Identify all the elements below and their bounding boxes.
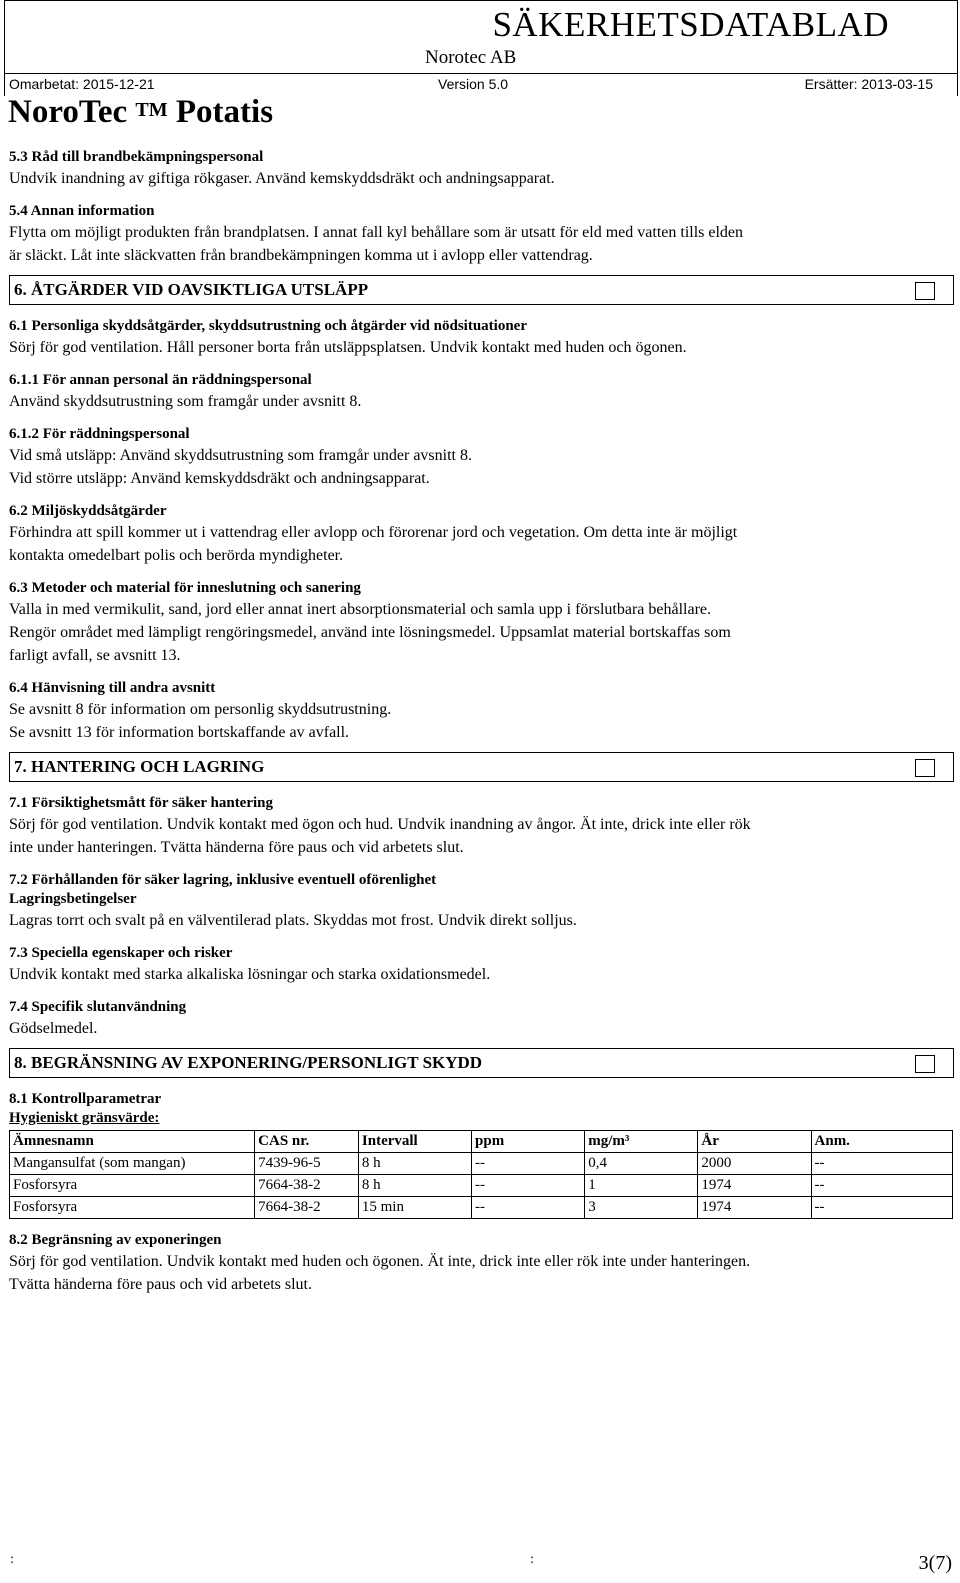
heading-6-2: 6.2 Miljöskyddsåtgärder — [9, 503, 167, 519]
text-6-1-1: Använd skyddsutrustning som framgår under avsnitt 8. — [9, 393, 362, 410]
heading-8-2: 8.2 Begränsning av exponeringen — [9, 1232, 222, 1248]
table-cell: 0,4 — [585, 1153, 698, 1175]
heading-7-4: 7.4 Specifik slutanvändning — [9, 999, 187, 1015]
text-6-4-line1: Se avsnitt 8 för information om personlig skyddsutrustning. — [9, 701, 392, 718]
text-5-4-line1: Flytta om möjligt produkten från brandplatsen. I annat fall kyl behållare som är utsatt för eld med vatten tills elden — [9, 224, 744, 241]
table-cell: -- — [472, 1197, 585, 1219]
table-cell: -- — [811, 1153, 952, 1175]
table-header-cell: År — [698, 1131, 811, 1153]
text-7-1-line2: inte under hanteringen. Tvätta händerna före paus och vid arbetets slut. — [9, 839, 464, 856]
text-7-3: Undvik kontakt med starka alkaliska lösningar och starka oxidationsmedel. — [9, 966, 491, 983]
text-5-3: Undvik inandning av giftiga rökgaser. Använd kemskyddsdräkt och andningsapparat. — [9, 170, 555, 187]
trademark-mark: TM — [135, 99, 168, 121]
text-6-1-2-line2: Vid större utsläpp: Använd kemskyddsdräkt och andningsapparat. — [9, 470, 430, 487]
table-cell: 8 h — [358, 1175, 471, 1197]
table-header-cell: mg/m³ — [585, 1131, 698, 1153]
text-6-3-line3: farligt avfall, se avsnitt 13. — [9, 647, 181, 664]
table-cell: 2000 — [698, 1153, 811, 1175]
subheading-8-1: Hygieniskt gränsvärde: — [9, 1110, 160, 1126]
checkbox-icon — [915, 1055, 935, 1073]
revised-date: Omarbetat: 2015-12-21 — [9, 76, 155, 92]
table-cell: -- — [472, 1153, 585, 1175]
table-cell: Fosforsyra — [10, 1175, 255, 1197]
text-6-4-line2: Se avsnitt 13 för information bortskaffande av avfall. — [9, 724, 350, 741]
text-7-2: Lagras torrt och svalt på en välventilerad plats. Skyddas mot frost. Undvik direkt solljus. — [9, 912, 577, 929]
text-7-1-line1: Sörj för god ventilation. Undvik kontakt med ögon och hud. Undvik inandning av ångor. Ät inte, drick inte eller rök — [9, 816, 751, 833]
exposure-limits-table — [9, 1130, 953, 1219]
table-cell: Fosforsyra — [10, 1197, 255, 1219]
table-row — [10, 1175, 953, 1197]
table-row — [10, 1153, 953, 1175]
text-6-1-2-line1: Vid små utsläpp: Använd skyddsutrustning som framgår under avsnitt 8. — [9, 447, 472, 464]
text-6-2-line2: kontakta omedelbart polis och berörda myndigheter. — [9, 547, 344, 564]
heading-6-4: 6.4 Hänvisning till andra avsnitt — [9, 680, 216, 696]
heading-7-3: 7.3 Speciella egenskaper och risker — [9, 945, 233, 961]
table-cell: 7664-38-2 — [255, 1197, 359, 1219]
table-header-row — [10, 1131, 953, 1153]
table-header-cell: CAS nr. — [255, 1131, 359, 1153]
text-6-3-line2: Rengör området med lämpligt rengöringsmedel, använd inte lösningsmedel. Uppsamlat material bortskaffas som — [9, 624, 731, 641]
table-cell: -- — [811, 1197, 952, 1219]
footer-left: : — [10, 1552, 14, 1567]
content — [9, 148, 954, 1296]
product-name: NoroTec ™ Potatis — [8, 94, 274, 130]
table-row — [10, 1197, 953, 1219]
table-cell: Mangansulfat (som mangan) — [10, 1153, 255, 1175]
document-title: SÄKERHETSDATABLAD — [492, 5, 889, 44]
heading-8-1: 8.1 Kontrollparametrar — [9, 1091, 162, 1107]
section-7-header — [9, 752, 954, 782]
table-cell: 7439-96-5 — [255, 1153, 359, 1175]
heading-7-1: 7.1 Försiktighetsmått för säker hantering — [9, 795, 274, 811]
table-cell: -- — [811, 1175, 952, 1197]
heading-6-3: 6.3 Metoder och material för inneslutning och sanering — [9, 580, 361, 596]
text-5-4-line2: är släckt. Låt inte släckvatten från brandbekämpningen komma ut i avlopp eller vattendrag. — [9, 247, 593, 264]
text-8-2-line1: Sörj för god ventilation. Undvik kontakt med huden och ögonen. Ät inte, drick inte eller rök inte under hanteringen. — [9, 1253, 751, 1270]
table-cell: 1974 — [698, 1197, 811, 1219]
table-header-cell: Intervall — [358, 1131, 471, 1153]
heading-6-1-1: 6.1.1 För annan personal än räddningspersonal — [9, 372, 312, 388]
version-label: Version 5.0 — [438, 76, 509, 92]
footer-middle: : — [530, 1552, 534, 1567]
table-header-cell: Ämnesnamn — [10, 1131, 255, 1153]
heading-6-1-2: 6.1.2 För räddningspersonal — [9, 426, 190, 442]
replaces-date: Ersätter: 2013-03-15 — [804, 76, 933, 92]
table-header-cell: ppm — [472, 1131, 585, 1153]
table-cell: 1974 — [698, 1175, 811, 1197]
company-name: Norotec AB — [425, 47, 517, 68]
checkbox-icon — [915, 759, 935, 777]
section-6-title: 6. ÅTGÄRDER VID OAVSIKTLIGA UTSLÄPP — [14, 280, 369, 299]
text-6-2-line1: Förhindra att spill kommer ut i vattendrag eller avlopp och förorenar jord och vegetation. Om detta inte är möjligt — [9, 524, 738, 541]
heading-5-4: 5.4 Annan information — [9, 203, 155, 219]
text-7-4: Gödselmedel. — [9, 1020, 98, 1037]
table-cell: -- — [472, 1175, 585, 1197]
page-number: 3(7) — [918, 1552, 952, 1574]
section-8-header — [9, 1048, 954, 1078]
text-8-2-line2: Tvätta händerna före paus och vid arbetets slut. — [9, 1276, 312, 1293]
table-cell: 15 min — [358, 1197, 471, 1219]
table-cell: 1 — [585, 1175, 698, 1197]
table-cell: 8 h — [358, 1153, 471, 1175]
heading-5-3: 5.3 Råd till brandbekämpningspersonal — [9, 149, 264, 165]
heading-6-1: 6.1 Personliga skyddsåtgärder, skyddsutrustning och åtgärder vid nödsituationer — [9, 318, 527, 334]
subheading-7-2: Lagringsbetingelser — [9, 891, 137, 907]
text-6-3-line1: Valla in med vermikulit, sand, jord eller annat inert absorptionsmaterial och samla upp i förslutbara behållare. — [9, 601, 711, 618]
text-6-1: Sörj för god ventilation. Håll personer borta från utsläppsplatsen. Undvik kontakt med huden och ögonen. — [9, 339, 687, 356]
table-cell: 3 — [585, 1197, 698, 1219]
table-cell: 7664-38-2 — [255, 1175, 359, 1197]
heading-7-2: 7.2 Förhållanden för säker lagring, inklusive eventuell oförenlighet — [9, 872, 437, 888]
checkbox-icon — [915, 282, 935, 300]
section-8-title: 8. BEGRÄNSNING AV EXPONERING/PERSONLIGT SKYDD — [14, 1053, 483, 1072]
section-7-title: 7. HANTERING OCH LAGRING — [14, 757, 265, 776]
table-header-cell: Anm. — [811, 1131, 952, 1153]
header-box — [4, 0, 958, 74]
section-6-header — [9, 275, 954, 305]
